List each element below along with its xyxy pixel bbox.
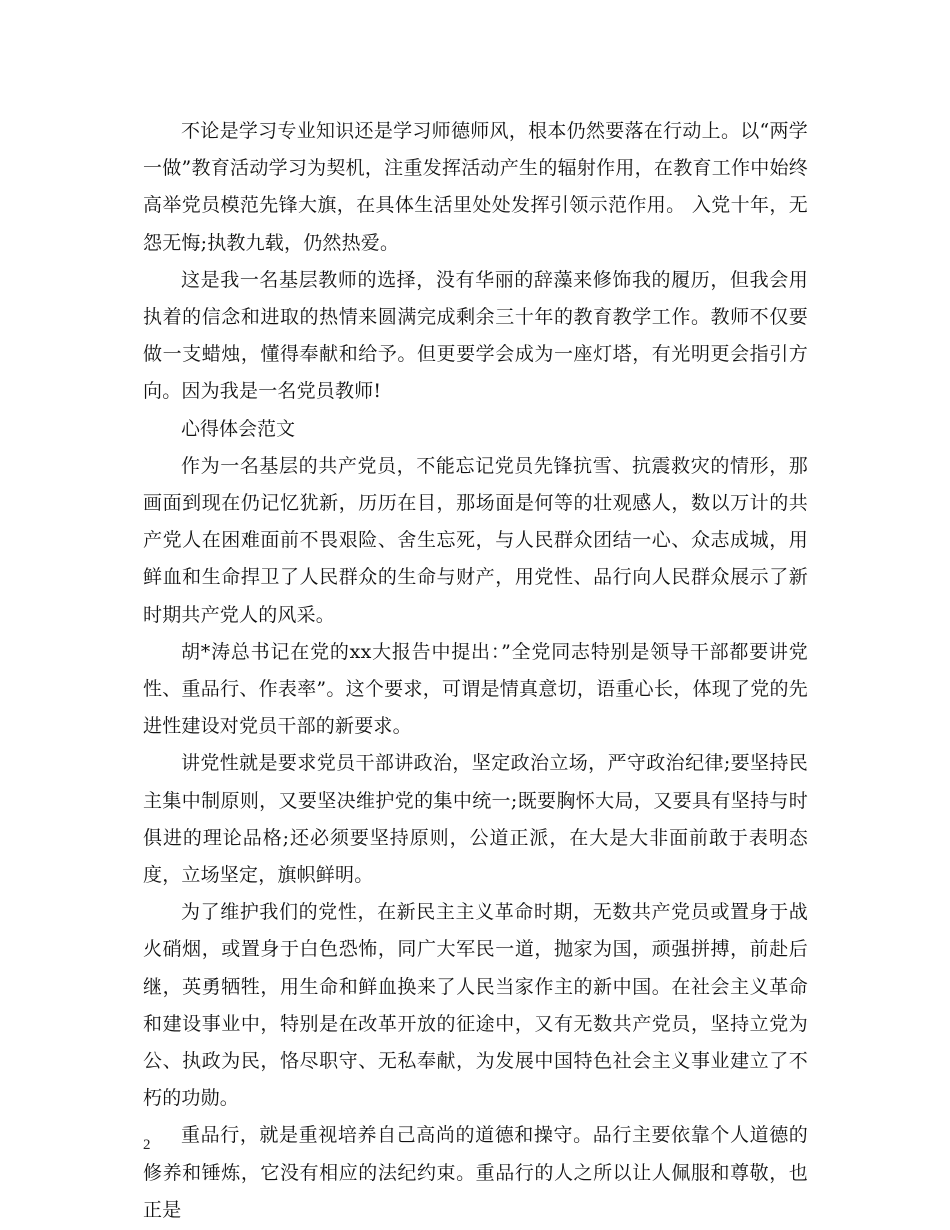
paragraph-party-member-memory: 作为一名基层的共产党员，不能忘记党员先锋抗雪、抗震救灾的情形，那画面到现在仍记忆犹新，历历在目，那场面是何等的壮观感人，数以万计的共产党人在困难面前不畏艰险、舍生忘死，与人民群众团结一心、众志成城，用鲜血和生命捍卫了人民群众的生命与财产，用党性、品行向人民群众展示了新时期共产党人的风采。 — [143, 454, 808, 626]
paragraph-party-spirit: 讲党性就是要求党员干部讲政治，坚定政治立场，严守政治纪律;要坚持民主集中制原则，又要坚决维护党的集中统一;既要胸怀大局，又要具有坚持与时俱进的理论品格;还必须要坚持原则，公道正派，在大是大非面前敢于表明态度，立场坚定，旗帜鲜明。 — [143, 752, 808, 887]
page-number: 2 — [143, 1137, 151, 1153]
paragraph-report-quote: 胡*涛总书记在党的xx大报告中提出：”全党同志特别是领导干部都要讲党性、重品行、作表率”。这个要求，可谓是情真意切，语重心长，体现了党的先进性建设对党员干部的新要求。 — [143, 640, 808, 738]
section-heading: 心得体会范文 — [181, 417, 296, 440]
paragraph-teacher-choice: 这是我一名基层教师的选择，没有华丽的辞藻来修饰我的履历，但我会用执着的信念和进取的热情来圆满完成剩余三十年的教育教学工作。教师不仅要做一支蜡烛，懂得奉献和给予。但更要学会成为一座灯塔，有光明更会指引方向。因为我是一名党员教师! — [143, 268, 808, 403]
paragraph-moral-conduct: 重品行，就是重视培养自己高尚的道德和操守。品行主要依靠个人道德的修养和锤炼，它没有相应的法纪约束。重品行的人之所以让人佩服和尊敬，也正是 — [143, 1124, 808, 1221]
document-body — [143, 113, 808, 1229]
paragraph-study-in-action: 不论是学习专业知识还是学习师德师风，根本仍然要落在行动上。以“两学一做”教育活动学习为契机，注重发挥活动产生的辐射作用，在教育工作中始终高举党员模范先锋大旗，在具体生活里处处发挥引领示范作用。 入党十年，无怨无悔;执教九载，仍然热爱。 — [143, 120, 808, 254]
paragraph-history: 为了维护我们的党性，在新民主主义革命时期，无数共产党员或置身于战火硝烟，或置身于白色恐怖，同广大军民一道，抛家为国，顽强拼搏，前赴后继，英勇牺牲，用生命和鲜血换来了人民当家作主的新中国。在社会主义革命和建设事业中，特别是在改革开放的征途中，又有无数共产党员，坚持立党为公、执政为民，恪尽职守、无私奉献，为发展中国特色社会主义事业建立了不朽的功勋。 — [143, 901, 808, 1110]
